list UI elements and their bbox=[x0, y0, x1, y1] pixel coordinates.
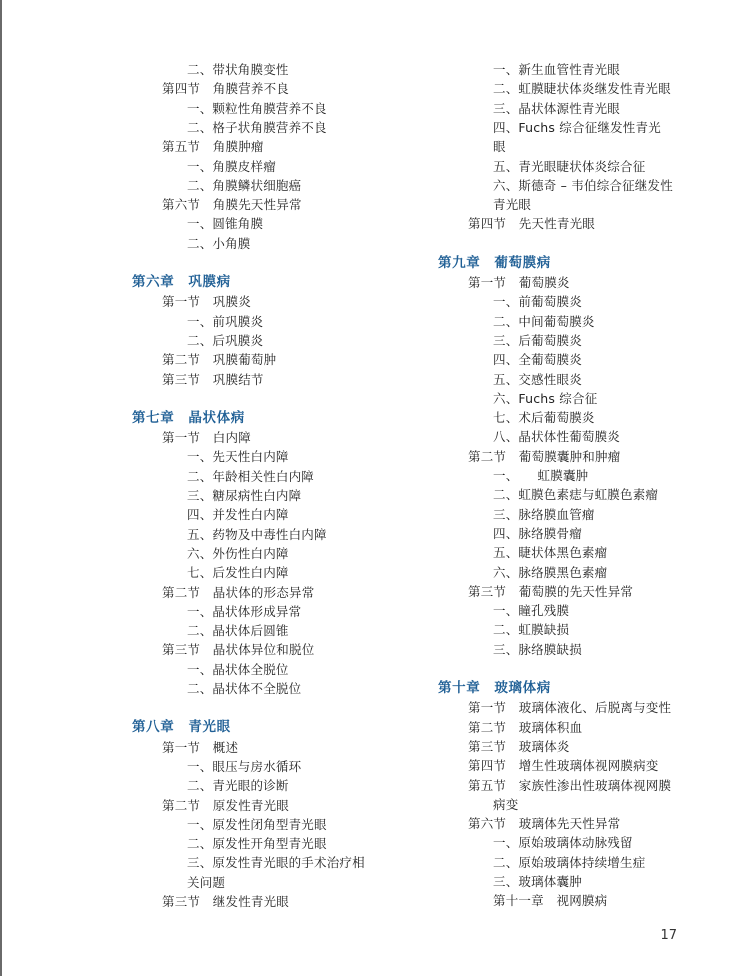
toc-item: 一、晶状体形成异常 bbox=[187, 603, 302, 619]
toc-item: 五、睫状体黑色素瘤 bbox=[493, 545, 608, 561]
toc-item: 六、脉络膜黑色素瘤 bbox=[493, 564, 608, 580]
toc-item: 八、晶状体性葡萄膜炎 bbox=[493, 429, 621, 445]
toc-item: 二、中间葡萄膜炎 bbox=[493, 313, 595, 329]
toc-item: 四、全葡萄膜炎 bbox=[493, 352, 582, 368]
toc-item: 一、圆锥角膜 bbox=[187, 216, 264, 232]
toc-item: 五、青光眼睫状体炎综合征 bbox=[493, 158, 646, 174]
toc-item: 三、脉络膜血管瘤 bbox=[493, 506, 595, 522]
toc-item: 四、脉络膜骨瘤 bbox=[493, 525, 582, 541]
toc-section: 第四节 先天性青光眼 bbox=[468, 216, 596, 232]
toc-item: 二、原发性开角型青光眼 bbox=[187, 836, 327, 852]
toc-item: 四、Fuchs 综合征继发性青光 bbox=[493, 119, 661, 135]
toc-section: 第六节 玻璃体先天性异常 bbox=[468, 816, 621, 832]
toc-item: 六、斯德奇 – 韦伯综合征继发性 bbox=[493, 177, 673, 193]
toc-item: 一、新生血管性青光眼 bbox=[493, 62, 621, 77]
toc-item: 三、脉络膜缺损 bbox=[493, 641, 582, 657]
toc-item: 一、原始玻璃体动脉残留 bbox=[493, 835, 633, 851]
toc-section: 第一节 玻璃体液化、后脱离与变性 bbox=[468, 700, 672, 716]
toc-chapter: 第八章 青光眼 bbox=[132, 719, 231, 736]
toc-item: 三、糖尿病性白内障 bbox=[187, 488, 302, 503]
toc-item: 二、虹膜睫状体炎继发性青光眼 bbox=[493, 81, 671, 97]
toc-chapter: 第六章 巩膜病 bbox=[132, 274, 231, 290]
toc-item: 一、角膜皮样瘤 bbox=[187, 158, 276, 174]
toc-item: 七、术后葡萄膜炎 bbox=[493, 410, 595, 426]
toc-section: 第三节 巩膜结节 bbox=[162, 371, 264, 387]
toc-item: 二、原始玻璃体持续增生症 bbox=[493, 854, 646, 870]
toc-item: 二、青光眼的诊断 bbox=[187, 778, 289, 794]
toc-section: 第一节 白内障 bbox=[162, 430, 251, 446]
page-edge-line bbox=[0, 0, 2, 976]
toc-item: 二、角膜鳞状细胞癌 bbox=[187, 177, 302, 193]
toc-item: 一、眼压与房水循环 bbox=[187, 758, 302, 774]
toc-item: 二、晶状体后圆锥 bbox=[187, 623, 289, 639]
toc-item: 二、虹膜缺损 bbox=[493, 622, 570, 638]
toc-item: 七、后发性白内障 bbox=[187, 565, 289, 581]
toc-section: 第三节 葡萄膜的先天性异常 bbox=[468, 583, 634, 599]
toc-item: 二、晶状体不全脱位 bbox=[187, 681, 302, 696]
toc-item: 六、Fuchs 综合征 bbox=[493, 390, 598, 406]
toc-item: 三、晶状体源性青光眼 bbox=[493, 100, 621, 116]
toc-section: 第三节 玻璃体炎 bbox=[468, 738, 570, 754]
toc-section: 第一节 概述 bbox=[162, 739, 239, 755]
toc-section: 第三节 晶状体异位和脱位 bbox=[162, 642, 315, 658]
toc-section: 第四节 角膜营养不良 bbox=[162, 81, 290, 97]
toc-item: 六、外伤性白内障 bbox=[187, 545, 289, 561]
toc-item: 三、后葡萄膜炎 bbox=[493, 332, 582, 348]
toc-section: 第二节 巩膜葡萄肿 bbox=[162, 352, 277, 368]
toc-item: 四、并发性白内障 bbox=[187, 507, 289, 523]
toc-item: 三、原发性青光眼的手术治疗相 bbox=[187, 855, 365, 871]
toc-section: 第一节 巩膜炎 bbox=[162, 294, 251, 310]
page-number: 17 bbox=[660, 928, 677, 943]
toc-section: 第六节 角膜先天性异常 bbox=[162, 197, 302, 213]
toc-item: 二、年龄相关性白内障 bbox=[187, 468, 315, 484]
toc-section: 第二节 晶状体的形态异常 bbox=[162, 584, 315, 600]
toc-section: 第三节 继发性青光眼 bbox=[162, 894, 290, 909]
toc-item: 一、 虹膜囊肿 bbox=[493, 468, 589, 483]
toc-item: 二、带状角膜变性 bbox=[187, 62, 289, 77]
toc-section: 第一节 葡萄膜炎 bbox=[468, 275, 570, 290]
toc-item: 二、格子状角膜营养不良 bbox=[187, 119, 327, 135]
toc-chapter: 第九章 葡萄膜病 bbox=[438, 254, 551, 271]
toc-section: 第四节 增生性玻璃体视网膜病变 bbox=[468, 758, 659, 774]
toc-section: 第五节 家族性渗出性玻璃体视网膜 bbox=[468, 777, 672, 793]
toc-item: 一、瞳孔残膜 bbox=[493, 603, 570, 619]
toc-item: 五、交感性眼炎 bbox=[493, 371, 582, 387]
toc-section: 第二节 原发性青光眼 bbox=[162, 797, 290, 813]
toc-cont: 病变 bbox=[493, 796, 519, 812]
toc-item: 二、小角膜 bbox=[187, 235, 251, 251]
toc-chapter: 第十章 玻璃体病 bbox=[438, 680, 551, 696]
toc-chapter: 第七章 晶状体病 bbox=[132, 409, 245, 426]
toc-section: 第五节 角膜肿瘤 bbox=[162, 139, 264, 155]
toc-item: 第十一章 视网膜病 bbox=[493, 893, 608, 909]
toc-item: 一、晶状体全脱位 bbox=[187, 661, 289, 677]
toc-item: 一、前巩膜炎 bbox=[187, 313, 264, 329]
toc-item: 二、虹膜色素痣与虹膜色素瘤 bbox=[493, 487, 659, 503]
toc-cont: 眼 bbox=[493, 139, 506, 155]
toc-item: 一、先天性白内障 bbox=[187, 449, 289, 465]
toc-item: 三、玻璃体囊肿 bbox=[493, 874, 582, 889]
toc-section: 第二节 玻璃体积血 bbox=[468, 719, 583, 735]
toc-item: 一、颗粒性角膜营养不良 bbox=[187, 100, 327, 116]
toc-cont: 关问题 bbox=[187, 874, 226, 890]
toc-item: 二、后巩膜炎 bbox=[187, 332, 264, 348]
toc-section: 第二节 葡萄膜囊肿和肿瘤 bbox=[468, 448, 621, 464]
toc-item: 一、前葡萄膜炎 bbox=[493, 294, 582, 310]
toc-item: 一、原发性闭角型青光眼 bbox=[187, 816, 327, 832]
toc-item: 五、药物及中毒性白内障 bbox=[187, 526, 327, 542]
toc-cont: 青光眼 bbox=[493, 197, 532, 213]
